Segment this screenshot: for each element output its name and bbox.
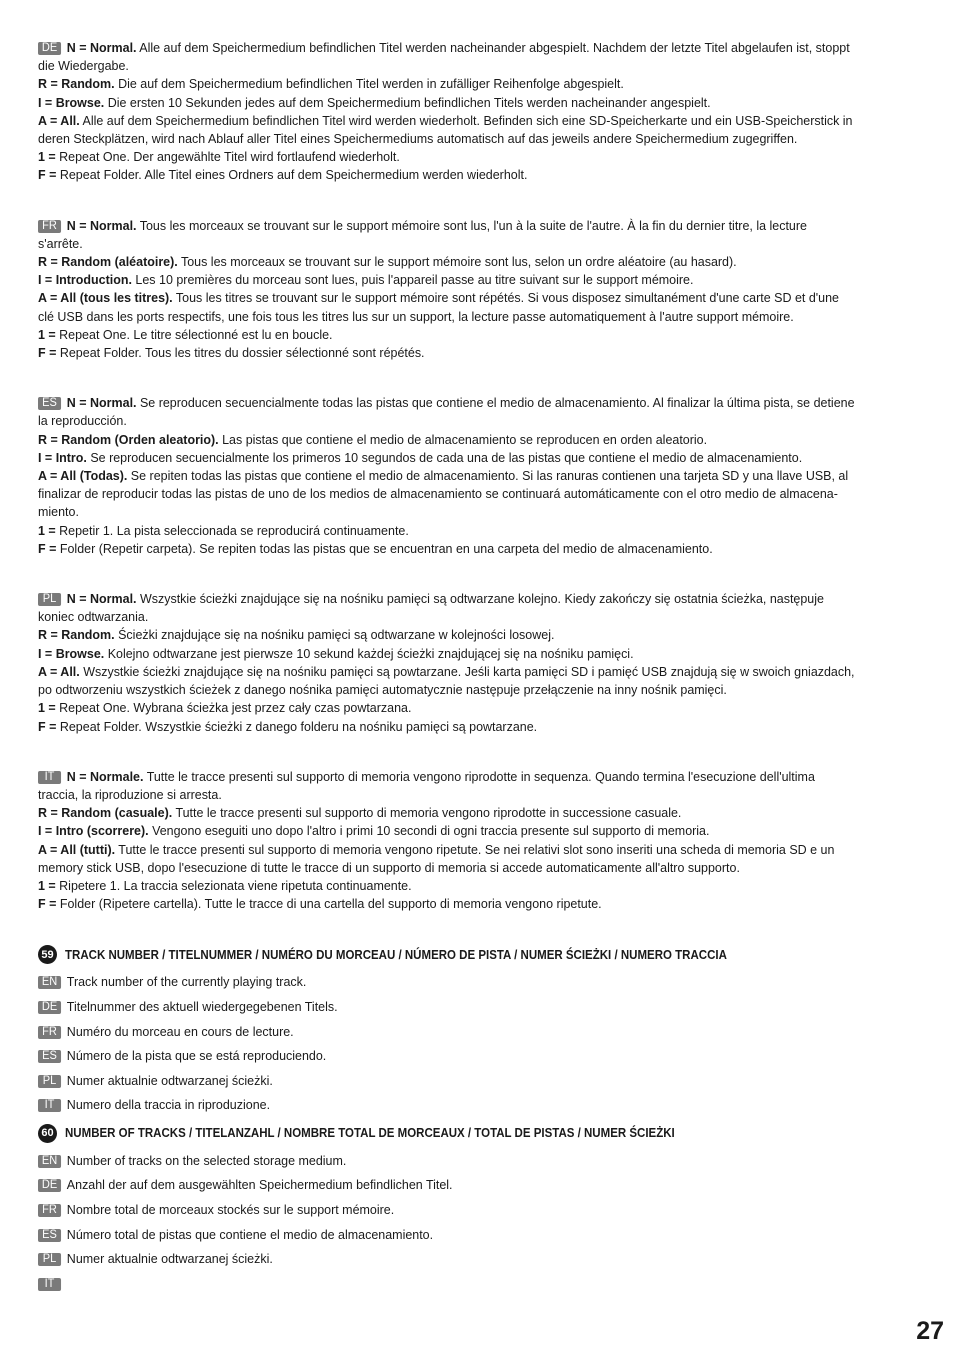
mode-description: finalizar de reproducir todas las pistas de uno de los medios de almacenamiento se continuará automáticamente con el otro medio de almacena- [38, 486, 838, 502]
mode-description: traccia, la riproduzione si arresta. [38, 786, 222, 802]
text-line [38, 786, 883, 804]
mode-description: Tous les morceaux se trouvant sur le support mémoire sont lus, l'un à la suite de l'autre. À la fin du dernier titre, la lecture [136, 217, 807, 233]
mode-description: deren Steckplätzen, wird nach Ablauf aller Titel eines Speichermediums automatisch auf das jeweils andere Speichermedium zugegriffen. [38, 131, 798, 147]
mode-description: Tutte le tracce presenti sul supporto di memoria vengono riprodotte in sequenza. Quando termina l'esecuzione dell'ultima [143, 768, 815, 784]
text-line [38, 663, 883, 681]
text-line [38, 235, 883, 253]
translation-text: Numer aktualnie odtwarzanej ścieżki. [66, 1072, 273, 1088]
language-block-fr [38, 217, 918, 363]
text-line [38, 681, 883, 699]
language-block-de [38, 39, 918, 185]
mode-description: Repeat One. Der angewählte Titel wird fortlaufend wiederholt. [55, 149, 400, 165]
text-line [38, 699, 883, 717]
text-line [38, 503, 883, 521]
translation-text: Numer aktualnie odtwarzanej ścieżki. [66, 1251, 273, 1267]
language-tag: IT [38, 1099, 61, 1112]
mode-description: Tous les morceaux se trouvant sur le support mémoire sont lus, selon un ordre aléatoire (au hasard). [177, 254, 737, 270]
mode-description: Repetir 1. La pista seleccionada se reproducirá continuamente. [55, 522, 409, 538]
mode-key: F = [38, 540, 57, 556]
section-59 [38, 945, 918, 1118]
mode-description: po odtworzeniu wszystkich ścieżek z danego nośnika pamięci automatycznie następuje przełączenie na inny nośnik pamięci. [38, 682, 727, 698]
translation-line [38, 970, 883, 995]
mode-key: R = Random. [38, 627, 115, 643]
translation-text: Numéro du morceau en cours de lecture. [66, 1023, 294, 1039]
translation-line [38, 1223, 883, 1248]
text-line [38, 253, 883, 271]
text-line [38, 166, 883, 184]
translation-line [38, 1247, 883, 1272]
mode-key: N = Normal. [66, 217, 137, 233]
mode-key: A = All. [38, 112, 80, 128]
mode-key: F = [38, 718, 57, 734]
translation-text: Nombre total de morceaux stockés sur le support mémoire. [66, 1202, 395, 1218]
mode-description: Alle auf dem Speichermedium befindlichen Titel wird werden wiederholt. Befinden sich eine SD-Speicherkarte und ein USB-Speicherstick in [79, 112, 853, 128]
text-line [38, 626, 883, 644]
section-title: NUMBER OF TRACKS / TITELANZAHL / NOMBRE TOTAL DE MORCEAUX / TOTAL DE PISTAS / NUMER ŚCIEŻKI [65, 1126, 675, 1141]
translation-line [38, 1272, 883, 1297]
mode-key: I = Intro (scorrere). [38, 823, 149, 839]
mode-description: Ripetere 1. La traccia selezionata viene ripetuta continuamente. [55, 877, 412, 893]
text-line [38, 39, 883, 57]
language-tag: PL [38, 593, 61, 606]
mode-description: Die ersten 10 Sekunden jedes auf dem Speichermedium befindlichen Titels werden nacheinander angespielt. [104, 94, 711, 110]
mode-key: R = Random (aléatoire). [38, 254, 178, 270]
mode-description: Ścieżki znajdujące się na nośniku pamięci są odtwarzane w kolejności losowej. [114, 627, 555, 643]
language-tag: EN [38, 976, 61, 989]
mode-description: Las pistas que contiene el medio de almacenamiento se reproducen en orden aleatorio. [218, 431, 708, 447]
mode-key: I = Browse. [38, 645, 105, 661]
text-line [38, 522, 883, 540]
text-line [38, 768, 883, 786]
translation-line [38, 1069, 883, 1094]
translation-line [38, 1093, 883, 1118]
language-tag: DE [38, 42, 61, 55]
section-number-badge: 59 [38, 945, 57, 964]
mode-description: Wszystkie ścieżki znajdujące się na nośniku pamięci są powtarzane. Jeśli karta pamięci SD i pamięć USB znajdują się w swoich gniazdach, [79, 663, 855, 679]
mode-key: 1 = [38, 700, 56, 716]
language-tag: PL [38, 1075, 61, 1088]
mode-description: Wszystkie ścieżki znajdujące się na nośniku pamięci są odtwarzane kolejno. Kiedy zakończy się ostatnia ścieżka, następuje [136, 591, 824, 607]
text-line [38, 645, 883, 663]
page-content [38, 39, 918, 1296]
mode-description: Se reproducen secuencialmente los primeros 10 segundos de cada una de las pistas que contiene el medio de almacenamiento. [86, 449, 803, 465]
mode-key: A = All (tutti). [38, 841, 116, 857]
text-line [38, 859, 883, 877]
mode-key: R = Random (casuale). [38, 805, 173, 821]
language-tag: FR [38, 1026, 61, 1039]
mode-description: memory stick USB, dopo l'esecuzione di tutte le tracce di un supporto di memoria si accede automaticamente all'altro supporto. [38, 859, 740, 875]
text-line [38, 485, 883, 503]
mode-description: s'arrête. [38, 235, 83, 251]
text-line [38, 718, 883, 736]
section-heading [38, 1124, 918, 1143]
language-tag: ES [38, 397, 61, 410]
section-title: TRACK NUMBER / TITELNUMMER / NUMÉRO DU MORCEAU / NÚMERO DE PISTA / NUMER ŚCIEŻKI / NUMERO TRACCIA [65, 947, 727, 962]
mode-key: A = All (Todas). [38, 468, 128, 484]
translation-text: Número total de pistas que contiene el medio de almacenamiento. [66, 1226, 434, 1242]
translation-line [38, 1044, 883, 1069]
text-line [38, 877, 883, 895]
text-line [38, 394, 883, 412]
text-line [38, 148, 883, 166]
mode-key: I = Introduction. [38, 272, 132, 288]
mode-description: Repeat Folder. Wszystkie ścieżki z danego folderu na nośniku pamięci są powtarzane. [56, 718, 538, 734]
mode-description: Se reproducen secuencialmente todas las pistas que contiene el medio de almacenamiento. Al finalizar la última pista, se detiene [136, 395, 855, 411]
text-line [38, 112, 883, 130]
text-line [38, 608, 883, 626]
mode-description: die Wiedergabe. [38, 58, 129, 74]
mode-description: Vengono eseguiti uno dopo l'altro i primi 10 secondi di ogni traccia presente sul supporto di memoria. [148, 823, 710, 839]
language-block-it [38, 768, 918, 914]
translation-text: Number of tracks on the selected storage medium. [66, 1152, 347, 1168]
mode-description: Alle auf dem Speichermedium befindlichen Titel werden nacheinander abgespielt. Nachdem der letzte Titel abgelaufen ist, stoppt [136, 40, 850, 55]
text-line [38, 344, 883, 362]
mode-key: 1 = [38, 877, 56, 893]
mode-description: Repeat One. Le titre sélectionné est lu en boucle. [55, 326, 333, 342]
text-line [38, 271, 883, 289]
language-tag: DE [38, 1001, 61, 1014]
translation-line [38, 1149, 883, 1174]
mode-description: Folder (Ripetere cartella). Tutte le tracce di una cartella del supporto di memoria vengono ripetute. [56, 896, 602, 912]
translation-text: Numero della traccia in riproduzione. [66, 1097, 271, 1113]
section-heading [38, 945, 918, 964]
language-tag: FR [38, 220, 61, 233]
translation-line [38, 1020, 883, 1045]
mode-description: la reproducción. [38, 413, 127, 429]
mode-description: Die auf dem Speichermedium befindlichen Titel werden in zufälliger Reihenfolge abgespielt. [114, 76, 624, 92]
text-line [38, 449, 883, 467]
text-line [38, 841, 883, 859]
mode-key: F = [38, 345, 57, 361]
mode-key: F = [38, 896, 57, 912]
mode-key: I = Intro. [38, 449, 87, 465]
translation-text: Número de la pista que se está reproduciendo. [66, 1048, 327, 1064]
mode-description: Kolejno odtwarzane jest pierwsze 10 sekund każdej ścieżki znajdującej się na nośniku pamięci. [104, 645, 634, 661]
mode-description: Tutte le tracce presenti sul supporto di memoria vengono riprodotte in successione casuale. [172, 805, 682, 821]
language-tag: DE [38, 1179, 61, 1192]
text-line [38, 57, 883, 75]
mode-description: koniec odtwarzania. [38, 609, 149, 625]
mode-description: Folder (Repetir carpeta). Se repiten todas las pistas que se encuentran en una carpeta del medio de almacenamiento. [56, 540, 713, 556]
text-line [38, 289, 883, 307]
section-60 [38, 1124, 918, 1297]
mode-description: clé USB dans les ports respectifs, une fois tous les titres lus sur un support, la lecture passe automatiquement à l'autre support mémoire. [38, 308, 794, 324]
section-list [38, 945, 918, 1296]
language-block-es [38, 394, 918, 558]
mode-key: 1 = [38, 522, 56, 538]
mode-key: 1 = [38, 149, 56, 165]
mode-key: N = Normal. [66, 395, 137, 411]
mode-key: A = All (tous les titres). [38, 290, 173, 306]
language-tag: IT [38, 1278, 61, 1291]
mode-descriptions [38, 39, 918, 913]
page-number: 27 [916, 1317, 944, 1345]
text-line [38, 822, 883, 840]
mode-key: A = All. [38, 663, 80, 679]
translation-line [38, 1173, 883, 1198]
mode-description: Se repiten todas las pistas que contiene el medio de almacenamiento. Si las ranuras contienen una tarjeta SD y una llave USB, al [127, 468, 849, 484]
language-tag: ES [38, 1229, 61, 1242]
translation-line [38, 995, 883, 1020]
translation-text: Titelnummer des aktuell wiedergegebenen Titels. [66, 998, 338, 1014]
language-tag: FR [38, 1204, 61, 1217]
translation-line [38, 1198, 883, 1223]
translation-text: Track number of the currently playing track. [66, 974, 307, 990]
mode-key: 1 = [38, 326, 56, 342]
text-line [38, 540, 883, 558]
text-line [38, 94, 883, 112]
text-line [38, 326, 883, 344]
section-number-badge: 60 [38, 1124, 57, 1143]
text-line [38, 217, 883, 235]
mode-description: Tutte le tracce presenti sul supporto di memoria vengono ripetute. Se nei relativi slot sono inseriti una scheda di memoria SD e un [115, 841, 835, 857]
language-tag: IT [38, 771, 61, 784]
mode-key: F = [38, 167, 57, 183]
language-block-pl [38, 590, 918, 736]
mode-description: Repeat One. Wybrana ścieżka jest przez cały czas powtarzana. [55, 700, 412, 716]
language-tag: ES [38, 1050, 61, 1063]
text-line [38, 804, 883, 822]
text-line [38, 75, 883, 93]
translation-text: Anzahl der auf dem ausgewählten Speichermedium befindlichen Titel. [66, 1177, 453, 1193]
mode-description: Les 10 premières du morceau sont lues, puis l'appareil passe au titre suivant sur le support mémoire. [131, 272, 694, 288]
mode-key: N = Normal. [66, 591, 137, 607]
mode-description: miento. [38, 504, 79, 520]
mode-key: N = Normal. [66, 40, 137, 55]
text-line [38, 590, 883, 608]
mode-key: N = Normale. [66, 768, 144, 784]
mode-key: I = Browse. [38, 94, 105, 110]
text-line [38, 431, 883, 449]
text-line [38, 308, 883, 326]
mode-description: Repeat Folder. Alle Titel eines Ordners auf dem Speichermedium werden wiederholt. [56, 167, 528, 183]
mode-description: Tous les titres se trouvant sur le support mémoire sont répétés. Si vous disposez simultanément d'une carte SD et d'une [172, 290, 839, 306]
mode-key: R = Random. [38, 76, 115, 92]
text-line [38, 895, 883, 913]
text-line [38, 130, 883, 148]
language-tag: EN [38, 1155, 61, 1168]
text-line [38, 412, 883, 430]
mode-description: Repeat Folder. Tous les titres du dossier sélectionné sont répétés. [56, 345, 425, 361]
text-line [38, 467, 883, 485]
language-tag: PL [38, 1253, 61, 1266]
mode-key: R = Random (Orden aleatorio). [38, 431, 219, 447]
